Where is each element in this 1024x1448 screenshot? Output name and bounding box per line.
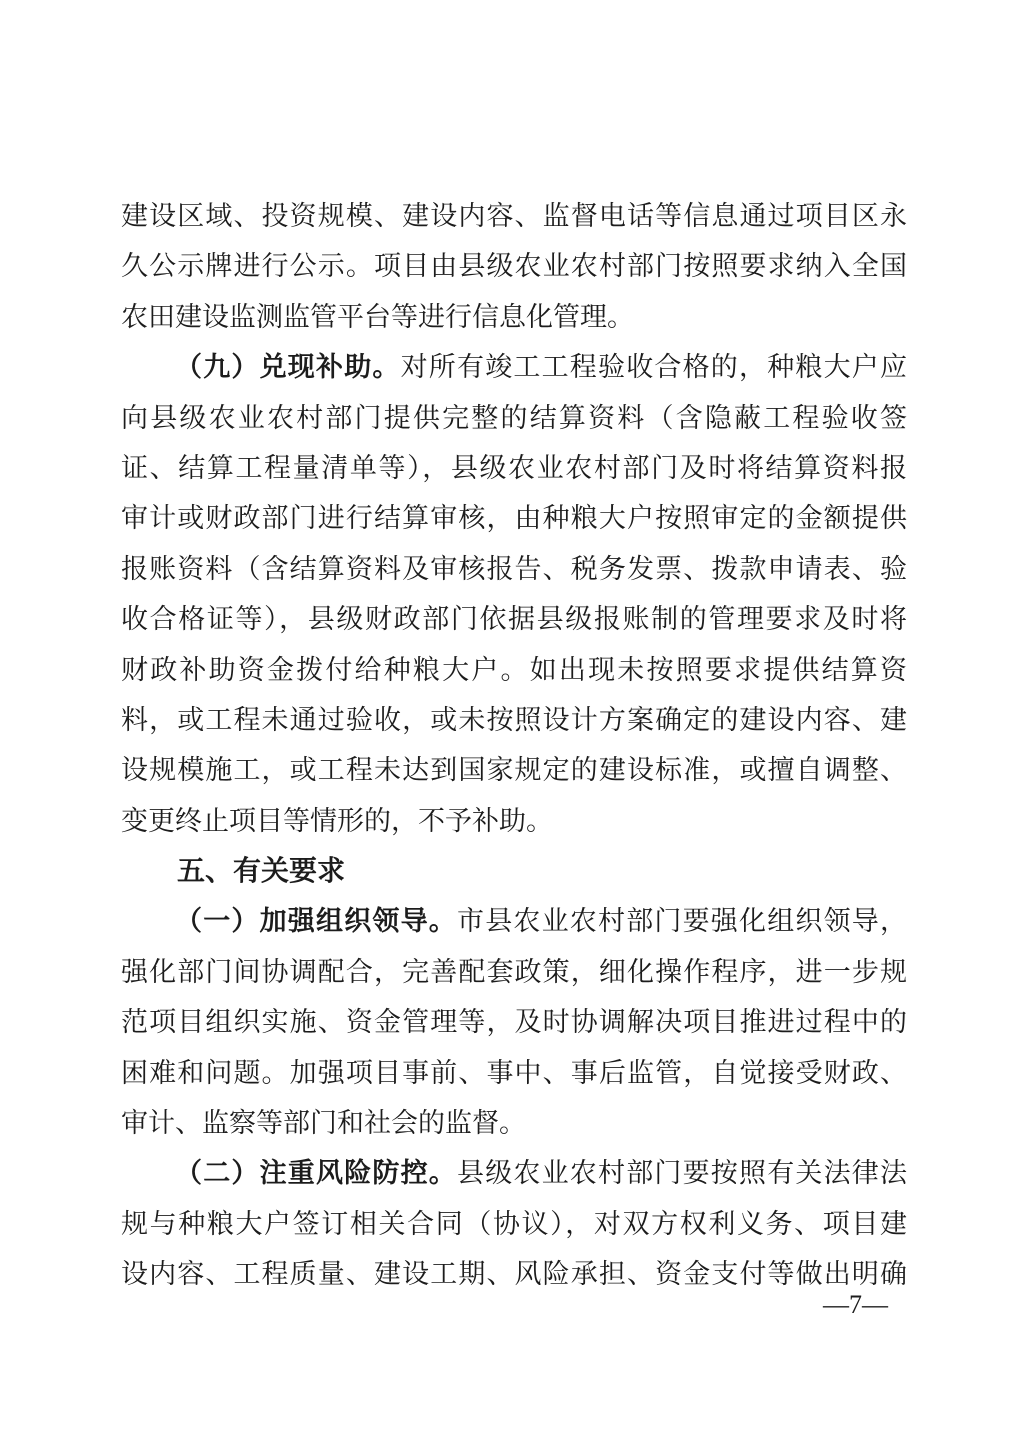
text-line: 建设区域、投资规模、建设内容、监督电话等信息通过项目区永 — [121, 201, 907, 231]
text-line: 财政补助资金拨付给种粮大户。如出现未按照要求提供结算资 — [121, 654, 907, 685]
text-line: 变更终止项目等情形的，不予补助。 — [121, 805, 553, 836]
text-line: 范项目组织实施、资金管理等，及时协调解决项目推进过程中的 — [121, 1007, 907, 1038]
text-line: 向县级农业农村部门提供完整的结算资料（含隐蔽工程验收签 — [121, 402, 907, 433]
text-line: 久公示牌进行公示。项目由县级农业农村部门按照要求纳入全国 — [121, 251, 907, 282]
text-line: 规与种粮大户签订相关合同（协议），对双方权利义务、项目建 — [121, 1208, 907, 1239]
text-line: 强化部门间协调配合，完善配套政策，细化操作程序，进一步规 — [121, 956, 907, 987]
text-line: 设内容、工程质量、建设工期、风险承担、资金支付等做出明确 — [121, 1259, 907, 1290]
text-line: （九）兑现补助。对所有竣工工程验收合格的，种粮大户应 — [175, 352, 907, 383]
text-line: （一）加强组织领导。市县农业农村部门要强化组织领导， — [175, 906, 907, 937]
document-content — [121, 191, 907, 1300]
paragraph-title-bold-run: （二）注重风险防控。 — [175, 1158, 457, 1189]
paragraph-title-bold-run: （一）加强组织领导。 — [175, 906, 457, 937]
text-line: 困难和问题。加强项目事前、事中、事后监管，自觉接受财政、 — [121, 1057, 907, 1088]
text-line: 证、结算工程量清单等），县级农业农村部门及时将结算资料报 — [121, 452, 907, 483]
text-line: 设规模施工，或工程未达到国家规定的建设标准，或擅自调整、 — [121, 755, 907, 786]
text-line: 料，或工程未通过验收，或未按照设计方案确定的建设内容、建 — [121, 704, 907, 735]
text-line: 报账资料（含结算资料及审核报告、税务发票、拨款申请表、验 — [121, 553, 907, 584]
text-line: 审计或财政部门进行结算审核，由种粮大户按照审定的金额提供 — [121, 503, 907, 534]
text-line: 农田建设监测监管平台等进行信息化管理。 — [121, 301, 634, 332]
text-line: 审计、监察等部门和社会的监督。 — [121, 1108, 526, 1139]
page-number: —7— — [823, 1290, 888, 1319]
section-heading: 五、有关要求 — [177, 855, 346, 887]
paragraph-title-bold-run: （九）兑现补助。 — [175, 352, 401, 383]
text-line: 收合格证等），县级财政部门依据县级报账制的管理要求及时将 — [121, 604, 907, 635]
text-line: （二）注重风险防控。县级农业农村部门要按照有关法律法 — [175, 1158, 907, 1189]
